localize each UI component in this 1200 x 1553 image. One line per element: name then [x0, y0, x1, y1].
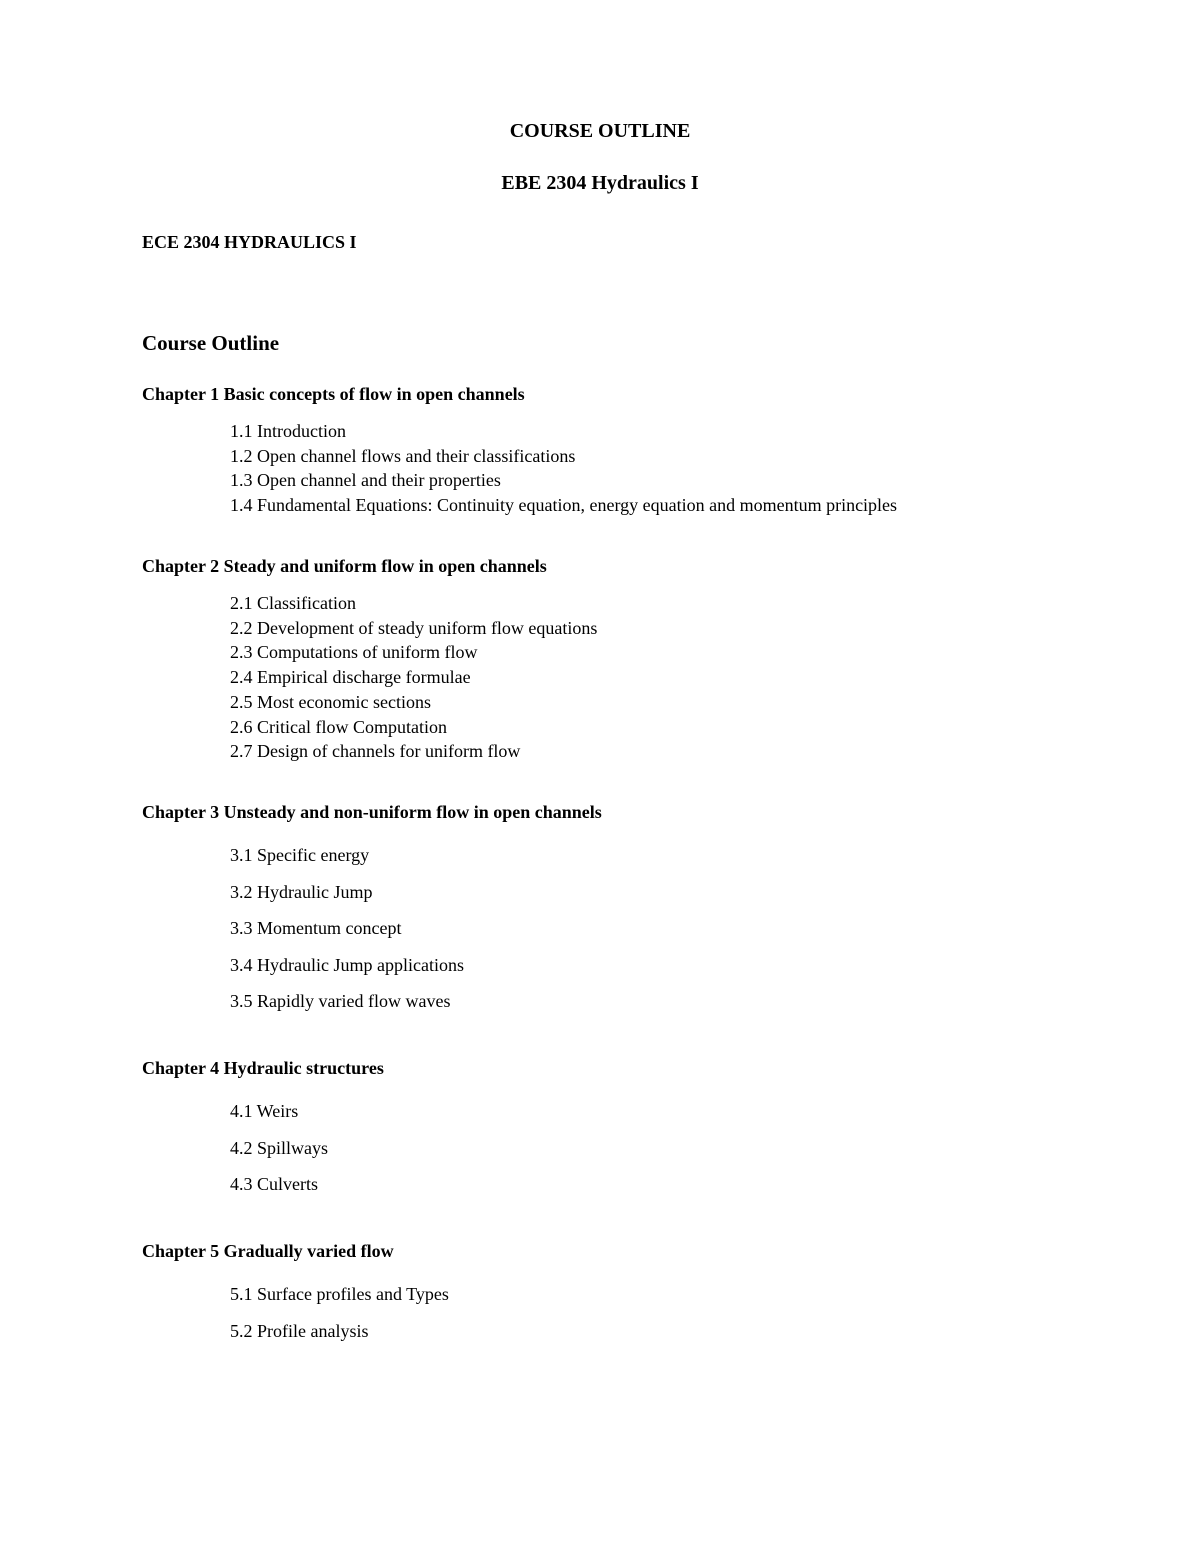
topic-item: 1.3 Open channel and their properties	[230, 470, 501, 491]
chapter-1-section	[142, 383, 1142, 518]
topic-item: 2.4 Empirical discharge formulae	[230, 667, 471, 688]
chapter-2-section	[142, 555, 1142, 764]
chapter-5-topics	[142, 1276, 1142, 1349]
topic-item: 4.1 Weirs	[230, 1101, 299, 1121]
outline-heading: Course Outline	[142, 331, 280, 355]
chapter-4-section	[142, 1057, 1142, 1203]
chapter-1-topics	[142, 419, 1142, 518]
topic-item: 2.5 Most economic sections	[230, 691, 431, 712]
topic-item: 4.2 Spillways	[230, 1137, 329, 1158]
chapter-5-title: Chapter 5 Gradually varied flow	[142, 1241, 394, 1261]
chapter-3-section	[142, 801, 1142, 1020]
topic-item: 2.7 Design of channels for uniform flow	[230, 741, 521, 762]
topic-item: 4.3 Culverts	[230, 1174, 318, 1195]
document-title: COURSE OUTLINE	[509, 120, 691, 142]
course-subtitle: EBE 2304 Hydraulics I	[501, 172, 699, 194]
topic-item: 3.5 Rapidly varied flow waves	[230, 991, 451, 1012]
topic-item: 1.4 Fundamental Equations: Continuity equation, energy equation and momentum principles	[230, 495, 898, 516]
chapter-2-topics	[142, 591, 1142, 764]
chapter-4-title: Chapter 4 Hydraulic structures	[142, 1058, 384, 1078]
topic-item: 3.1 Specific energy	[230, 845, 370, 865]
topic-item: 2.6 Critical flow Computation	[230, 716, 447, 737]
topic-item: 3.4 Hydraulic Jump applications	[230, 954, 464, 975]
topic-item: 5.2 Profile analysis	[230, 1320, 369, 1341]
topic-item: 3.3 Momentum concept	[230, 918, 402, 939]
chapter-3-title: Chapter 3 Unsteady and non-uniform flow in open channels	[142, 802, 602, 822]
topic-item: 1.2 Open channel flows and their classifications	[230, 445, 576, 466]
topic-item: 2.1 Classification	[230, 593, 356, 613]
course-code-line: ECE 2304 HYDRAULICS I	[142, 232, 357, 252]
chapter-2-title: Chapter 2 Steady and uniform flow in open channels	[142, 556, 547, 576]
topic-item: 3.2 Hydraulic Jump	[230, 881, 373, 902]
chapter-4-topics	[142, 1093, 1142, 1203]
chapter-3-topics	[142, 837, 1142, 1020]
topic-item: 5.1 Surface profiles and Types	[230, 1284, 449, 1304]
chapter-1-title: Chapter 1 Basic concepts of flow in open channels	[142, 384, 525, 404]
chapter-5-section	[142, 1240, 1142, 1349]
topic-item: 2.2 Development of steady uniform flow equations	[230, 617, 598, 638]
topic-item: 2.3 Computations of uniform flow	[230, 642, 478, 663]
topic-item: 1.1 Introduction	[230, 421, 346, 441]
